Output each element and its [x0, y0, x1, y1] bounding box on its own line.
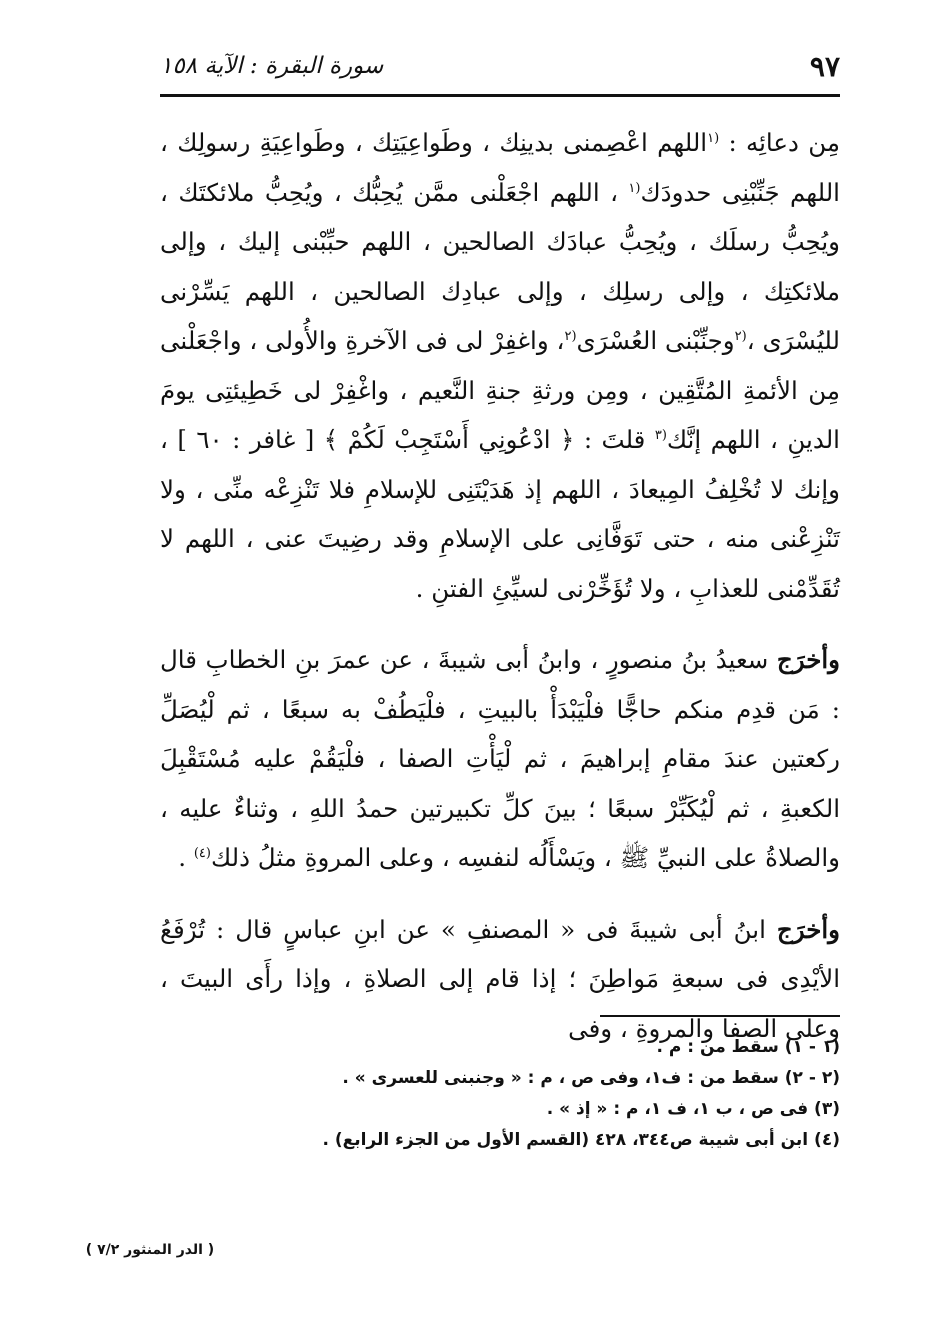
footnote-ref-4: (٤) [193, 845, 211, 861]
paragraph-2-text: سعيدُ بنُ منصورٍ ، وابنُ أبى شيبةَ ، عن عمرَ بنِ الخطابِ قال : مَن قدِم منكم حاجًّا فلْيَبْدَأْ بالبيتِ ، فلْيَطُفْ به سبعًا ، ثم لْيُصَلِّ ركعتين عندَ مقامِ إبراهيمَ ، ثم لْيَأْتِ الصفا ، فلْيَقُمْ عليه مُسْتَقْبِلَ الكعبةِ ، ثم لْيُكَبِّرْ سبعًا ؛ بينَ كلِّ تكبيرتين حمدُ اللهِ ، وثناءٌ عليه ، والصلاةُ على النبيِّ ﷺ ، ويَسْأَلُه لنفسِه ، وعلى المروةِ مثلُ ذلك [160, 645, 840, 872]
page-header [160, 44, 840, 88]
header-rule [160, 94, 840, 97]
page-number: ٩٧ [809, 49, 840, 83]
footnote-1: (١ - ١) سقط من : م . [656, 1037, 840, 1057]
body-text [160, 118, 840, 1053]
footnote-ref-2-open: (٢ [734, 328, 747, 344]
paragraph-3-text: ابنُ أبى شيبةَ فى « المصنفِ » عن ابنِ عباسٍ قال : تُرْفَعُ الأيْدِى فى سبعةِ مَواطِنَ ؛ إذا قام إلى الصلاةِ ، وإذا رأَى البيتَ ، وعلى الصفا والمروةِ ، وفى [160, 914, 840, 1043]
footnotes [160, 1032, 840, 1156]
footnote-ref-3: (٣ [654, 427, 667, 443]
paragraph-1-segment: ، اللهم اجْعَلْنى ممَّن يُحِبُّك ، ويُحِبُّ ملائكتَك ، ويُحِبُّ رسلَك ، ويُحِبُّ عبادَك الصالحين ، اللهم حبِّبْنى إليك ، وإلى ملائكتِك ، وإلى رسلِك ، وإلى عبادِك الصالحين ، اللهم يَسِّرْنى لليُسْرَى ، [160, 177, 841, 355]
paragraph-3 [160, 905, 840, 1054]
footnote-rule [600, 1015, 840, 1017]
paragraph-1-segment: قلتَ : ﴿ ادْعُونِي أَسْتَجِبْ لَكُمْ ﴾ [ غافر : ٦٠ ] ، وإنك لا تُخْلِفُ المِيعادَ ، اللهم إذ هَدَيْتَنِى للإسلامِ فلا تَنْزِعْه منِّى ، ولا تَنْزِعْنى منه ، حتى تَوَفَّانِى على الإسلامِ وقد رضِيتَ عنى ، اللهم لا تُقَدِّمْنى للعذابِ ، ولا تُؤَخِّرْنى لسيِّئِ الفتنِ . [160, 425, 840, 603]
paragraph-1-segment: ، واغفِرْ لى فى الآخرةِ والأُولى ، واجْعَلْنى مِن الأئمةِ المُتَّقِين ، ومِن ورثةِ جنةِ النَّعيم ، واغْفِرْ لى خَطِيئتِى يومَ الدينِ ، اللهم إنَّك [160, 326, 840, 454]
footnote-ref-2-close: (٢ [564, 328, 577, 344]
paragraph-3-lead: وأخرَج [776, 914, 840, 944]
paragraph-1-segment: اللهم اعْصِمنى بدينِك ، وطَواعِيَتِك ، وطَواعِيَةِ رسولِك ، اللهم جَنِّبْنِى حدودَك [160, 128, 840, 207]
footnote-4: (٤) ابن أبى شيبة ص٣٤٤، ٤٢٨ (القسم الأول من الجزء الرابع) . [322, 1130, 840, 1150]
paragraph-1-segment: مِن دعائِه : [719, 128, 840, 157]
footnote-2: (٢ - ٢) سقط من : ف١، وفى ص ، م : « وجنبنى للعسرى » . [342, 1068, 840, 1088]
paragraph-2-end: . [178, 843, 194, 872]
paragraph-1-segment: وجنِّبْنى العُسْرَى [576, 326, 735, 355]
printer-signature: ( الدر المنثور ٧/٢ ) [85, 1242, 215, 1258]
footnote-3: (٣) فى ص ، ب ١، ف ١، م : « إذ » . [546, 1099, 840, 1119]
paragraph-2-lead: وأخرَج [776, 645, 840, 674]
paragraph-1 [160, 118, 840, 613]
running-title: سورة البقرة : الآية ١٥٨ [160, 53, 384, 79]
footnote-ref-1-close: (١ [628, 180, 641, 196]
paragraph-2 [160, 635, 840, 883]
footnote-ref-1-open: (١ [707, 130, 720, 146]
